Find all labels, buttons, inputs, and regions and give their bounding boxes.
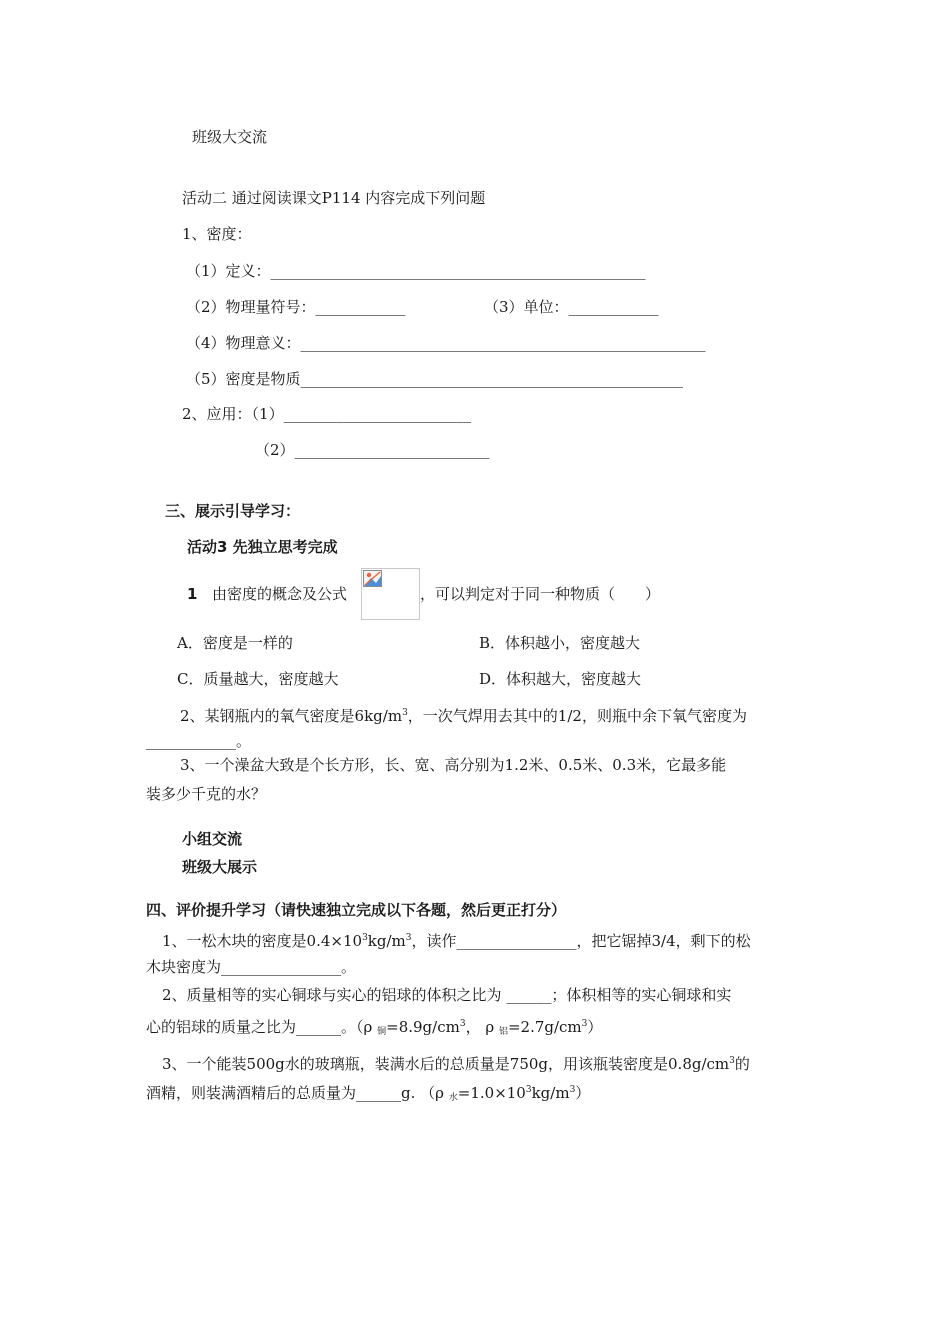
e3-text-a: 3、一个能装500g水的玻璃瓶，装满水后的总质量是750g，用该瓶装密度是0.8g/cm — [162, 1055, 730, 1073]
e3-line2 — [146, 1080, 590, 1108]
option-d[interactable]: D．体积越大，密度越大 — [479, 670, 642, 688]
definition-blank[interactable]: __________________________________________________ — [270, 262, 646, 280]
e2-line2-c: =8.9g/cm — [386, 1018, 460, 1036]
e2-sup-al: 3 — [581, 1019, 588, 1029]
meaning-line — [186, 333, 706, 353]
e2-sup-cu: 3 — [459, 1019, 466, 1029]
e1-text-d: ，把它锯掉3/4，剩下的松 — [576, 932, 751, 950]
property-label: （5）密度是物质 — [186, 370, 301, 388]
e3-line2-e: ） — [575, 1084, 591, 1102]
e2-line2-f: ） — [587, 1018, 603, 1036]
q2-text-b: ，一次气焊用去其中的1/2，则瓶中余下氧气密度为 — [407, 707, 747, 725]
unit-label: （3）单位： — [484, 298, 569, 316]
q3-line1: 3、一个澡盆大致是个长方形，长、宽、高分别为1.2米、0.5米、0.3米，它最多能 — [180, 756, 727, 774]
e1-sup1: 3 — [362, 933, 368, 943]
e1-text-c: ，读作 — [411, 932, 457, 950]
q2-end: 。 — [236, 732, 252, 750]
e3-sup3: 3 — [569, 1085, 576, 1095]
property-line — [186, 369, 683, 389]
definition-line — [186, 261, 646, 281]
e2-text-a: 2、质量相等的实心铜球与实心的铝球的体积之比为 — [162, 986, 507, 1004]
q1-text-a: 由密度的概念及公式 — [212, 585, 348, 603]
q2-line2 — [146, 731, 251, 751]
e1-text-a: 1、一松木块的密度是0.4×10 — [162, 932, 363, 950]
e2-line2-a: 心的铝球的质量之比为 — [146, 1018, 297, 1036]
density-heading: 1、密度： — [182, 225, 252, 243]
e3-sub: 水 — [448, 1093, 458, 1103]
e2-blank1[interactable]: ______ — [506, 986, 552, 1004]
e2-line2-b: 。（ρ — [341, 1018, 378, 1036]
e3-line2-d: kg/m — [531, 1084, 570, 1102]
apply-line-2 — [255, 440, 490, 460]
e2-sub-cu: 铜 — [377, 1027, 387, 1037]
e1-text-b: kg/m — [367, 932, 406, 950]
definition-label: （1）定义： — [186, 262, 271, 280]
option-c[interactable]: C．质量越大，密度越大 — [177, 670, 339, 688]
q1-number: 1 — [187, 585, 198, 603]
activity2-title: 活动二 通过阅读课文P114 内容完成下列问题 — [182, 189, 486, 207]
section4-title: 四、评价提升学习（请快速独立完成以下各题，然后更正打分） — [146, 901, 567, 919]
e2-line2-d: ， ρ — [465, 1018, 499, 1036]
apply2-blank[interactable]: __________________________ — [294, 441, 490, 459]
symbol-label: （2）物理量符号： — [186, 298, 316, 316]
unit-line — [484, 297, 659, 317]
e1-line1 — [162, 928, 751, 951]
e3-sup: 3 — [729, 1056, 735, 1066]
q2-line1 — [180, 703, 747, 726]
q2-blank[interactable]: ____________ — [146, 732, 236, 750]
q2-text-a: 2、某钢瓶内的氧气密度是6kg/m — [180, 707, 403, 725]
e3-line2-c: =1.0×10 — [457, 1084, 526, 1102]
apply-label: 2、应用：（1） — [182, 405, 284, 423]
section3-title: 三、展示引导学习： — [165, 502, 301, 520]
q1-text-b: ，可以判定对于同一种物质（ ） — [420, 585, 661, 603]
property-blank[interactable]: ___________________________________________________ — [300, 370, 684, 388]
apply2-label: （2） — [255, 441, 295, 459]
e1-blank1[interactable]: ________________ — [456, 932, 577, 950]
e1-sup2: 3 — [405, 933, 412, 943]
e2-line2 — [146, 1014, 602, 1042]
apply1-blank[interactable]: _________________________ — [283, 405, 472, 423]
e3-text-b: 的 — [734, 1055, 750, 1073]
activity3-title: 活动3 先独立思考完成 — [187, 538, 338, 556]
option-b[interactable]: B．体积越小，密度越大 — [479, 634, 641, 652]
e2-text-b: ；体积相等的实心铜球和实 — [551, 986, 732, 1004]
meaning-label: （4）物理意义： — [186, 334, 301, 352]
group-exchange: 小组交流 — [182, 830, 243, 848]
e1-line2 — [146, 957, 356, 977]
formula-image — [361, 568, 420, 620]
e3-line1 — [162, 1051, 750, 1074]
e1-line2-a: 木块密度为 — [146, 958, 222, 976]
apply-line-1 — [182, 404, 471, 424]
symbol-line — [186, 297, 406, 317]
e3-sup2: 3 — [525, 1085, 532, 1095]
e2-sub-al: 铝 — [498, 1027, 508, 1037]
e2-line1 — [162, 985, 731, 1005]
e1-blank2[interactable]: ________________ — [221, 958, 342, 976]
q2-sup: 3 — [402, 708, 408, 718]
e2-blank2[interactable]: ______ — [296, 1018, 342, 1036]
class-show: 班级大展示 — [182, 858, 258, 876]
symbol-blank[interactable]: ____________ — [315, 298, 406, 316]
e1-line2-b: 。 — [341, 958, 357, 976]
e3-line2-a: 酒精，则装满酒精后的总质量为 — [146, 1084, 357, 1102]
class-exchange-heading: 班级大交流 — [192, 128, 268, 146]
broken-image-icon — [363, 570, 383, 588]
q3-line2: 装多少千克的水？ — [146, 785, 267, 803]
e3-blank[interactable]: ______ — [356, 1084, 402, 1102]
meaning-blank[interactable]: ______________________________________________________ — [300, 334, 706, 352]
option-a[interactable]: A．密度是一样的 — [177, 634, 293, 652]
e2-line2-e: =2.7g/cm — [507, 1018, 582, 1036]
unit-blank[interactable]: ____________ — [568, 298, 659, 316]
e3-line2-b: g. （ρ — [401, 1084, 449, 1102]
